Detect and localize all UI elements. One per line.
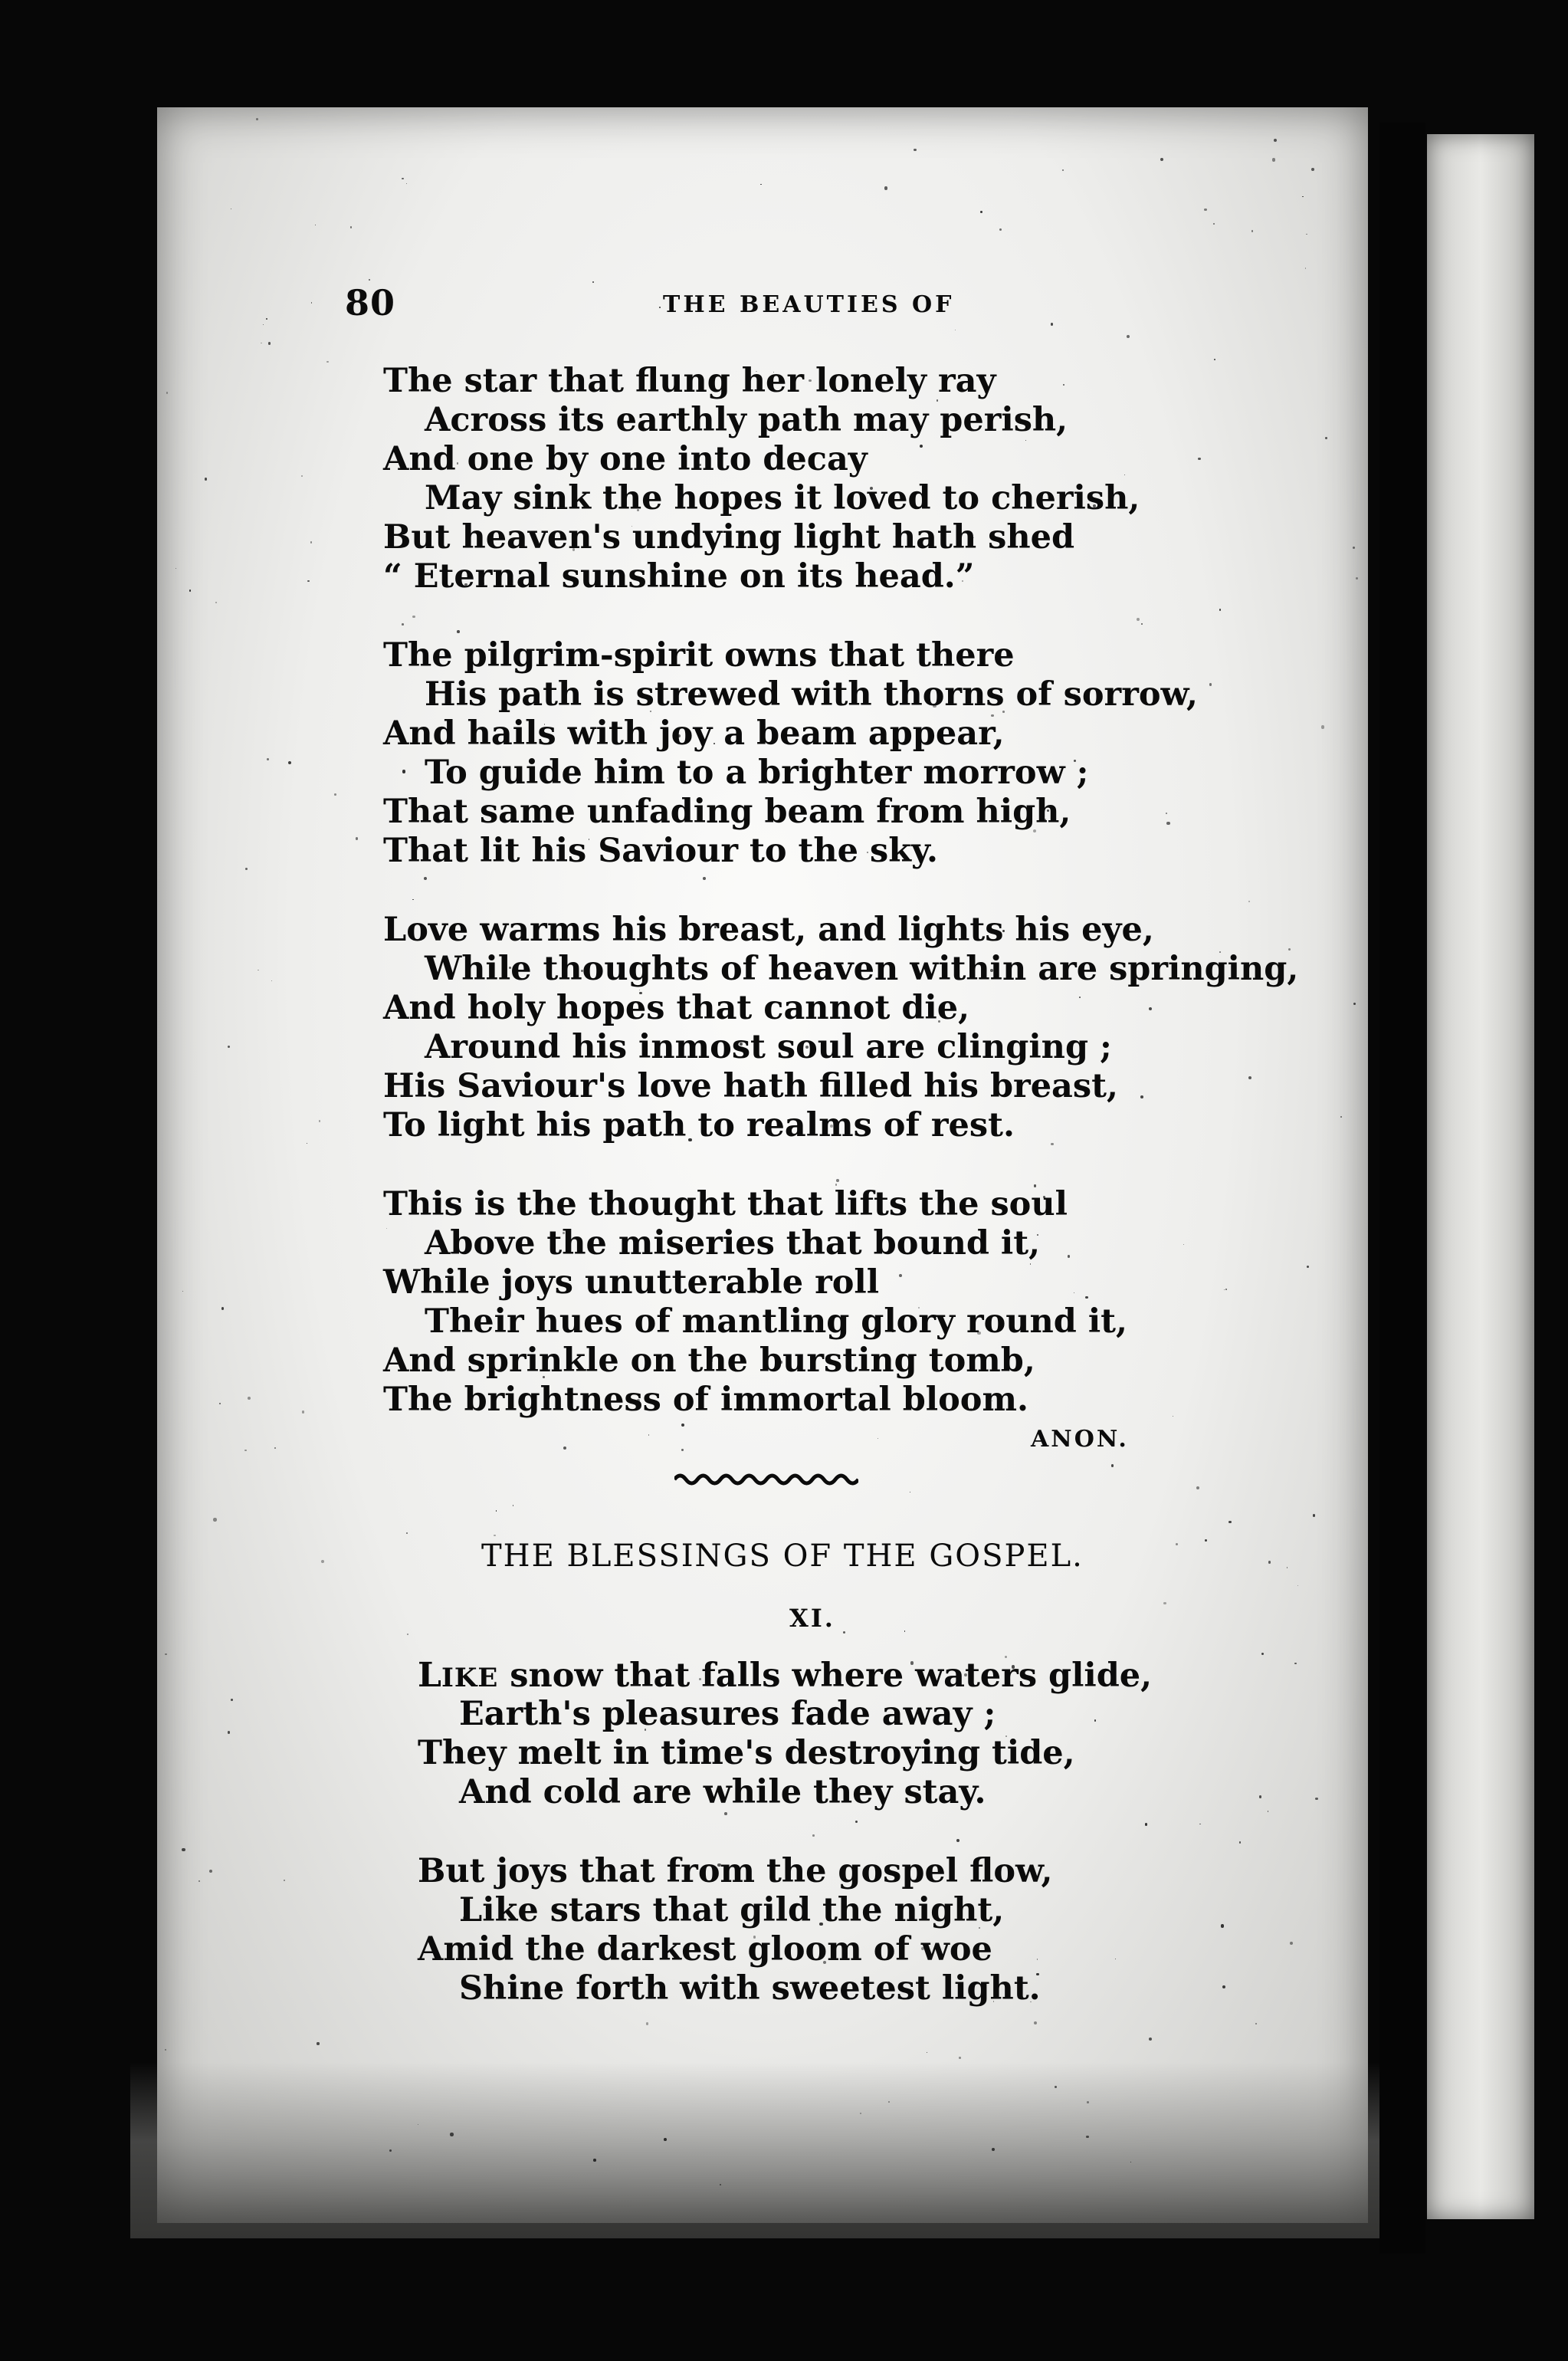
scan-speck — [1213, 223, 1215, 225]
scan-speck — [267, 758, 269, 760]
verse-line: This is the thought that lifts the soul — [383, 1185, 1068, 1223]
stanza — [383, 911, 1303, 1145]
drop-word-small-caps: IKE — [441, 1663, 499, 1693]
verse-line: Across its earthly path may perish, — [425, 401, 1068, 439]
scan-speck — [1321, 725, 1324, 728]
poem-first — [383, 362, 1303, 1460]
verse-line: And one by one into decay — [383, 440, 868, 478]
scan-speck — [258, 970, 259, 971]
scan-speck — [450, 2133, 453, 2136]
verse-line-rest: snow that falls where waters glide, — [498, 1657, 1153, 1695]
verse-line: Around his inmost soul are clinging ; — [425, 1028, 1112, 1066]
verse-line: To light his path to realms of rest. — [383, 1106, 1015, 1144]
verse-line: The pilgrim-spirit owns that there — [383, 636, 1015, 675]
scan-speck — [1307, 1266, 1309, 1268]
scan-speck — [1302, 196, 1303, 197]
facing-page-edge — [1427, 134, 1534, 2219]
scan-speck — [664, 2138, 667, 2141]
scan-speck — [1111, 1464, 1114, 1466]
scan-speck — [302, 1410, 305, 1414]
scan-speck — [228, 1731, 230, 1733]
scan-speck — [494, 1535, 496, 1537]
scan-speck — [402, 178, 404, 180]
scan-speck — [245, 868, 248, 870]
scan-speck — [231, 1699, 232, 1700]
poem-attribution: ANON. — [1031, 1426, 1129, 1453]
verse-line: While joys unutterable roll — [383, 1263, 880, 1302]
scan-speck — [1340, 1116, 1342, 1118]
scan-speck — [1055, 2086, 1057, 2088]
scan-speck — [888, 2101, 890, 2103]
verse-line: His path is strewed with thorns of sorrow, — [425, 675, 1199, 714]
verse-line — [418, 1656, 1299, 1695]
scan-speck — [266, 318, 267, 320]
stanza — [383, 1185, 1303, 1420]
wavy-divider — [674, 1468, 858, 1491]
scan-speck — [1313, 1514, 1316, 1517]
verse-line: But heaven's undying light hath shed — [383, 518, 1075, 557]
scan-speck — [980, 211, 982, 213]
scan-speck — [301, 475, 303, 477]
scan-speck — [311, 302, 312, 303]
verse-line: Above the miseries that bound it, — [425, 1224, 1041, 1263]
scan-speck — [248, 1397, 251, 1400]
scan-speck — [317, 2042, 319, 2044]
verse-line: That lit his Saviour to the sky. — [383, 832, 939, 870]
scan-speck — [760, 184, 761, 185]
scan-speck — [213, 1518, 216, 1521]
scan-speck — [215, 602, 217, 603]
verse-line: Love warms his breast, and lights his eye, — [383, 911, 1154, 949]
verse-line: Amid the darkest gloom of woe — [418, 1930, 992, 1969]
scan-speck — [268, 342, 271, 345]
section-title: THE BLESSINGS OF THE GOSPEL. — [481, 1538, 1084, 1574]
verse-line: And sprinkle on the bursting tomb, — [383, 1341, 1035, 1380]
verse-line: And cold are while they stay. — [459, 1773, 986, 1811]
verse-line: While thoughts of heaven within are springing, — [425, 950, 1299, 988]
scan-speck — [1251, 230, 1253, 232]
book-gutter — [1379, 123, 1425, 2254]
running-head — [345, 282, 1219, 336]
verse-line: His Saviour's love hath filled his breast, — [383, 1067, 1118, 1105]
scan-speck — [1176, 1543, 1178, 1545]
verse-line: To guide him to a brighter morrow ; — [425, 754, 1089, 792]
scan-speck — [310, 541, 313, 543]
verse-line: And hails with joy a beam appear, — [383, 714, 1005, 753]
scan-speck — [959, 2057, 961, 2059]
poem-second — [418, 1656, 1299, 2048]
verse-line: May sink the hopes it loved to cherish, — [425, 479, 1140, 517]
verse-line: The star that flung her lonely ray — [383, 362, 996, 400]
verse-line: Earth's pleasures fade away ; — [459, 1695, 996, 1733]
verse-line: They melt in time's destroying tide, — [418, 1734, 1075, 1772]
scan-speck — [1311, 168, 1314, 171]
stanza — [383, 362, 1303, 596]
scan-speck — [1272, 158, 1275, 161]
scan-speck — [228, 1046, 230, 1048]
scan-speck — [1306, 234, 1307, 235]
scan-speck — [593, 2159, 596, 2162]
scan-speck — [219, 1403, 221, 1404]
verse-line: But joys that from the gospel flow, — [418, 1852, 1053, 1890]
scan-speck — [1205, 1539, 1207, 1542]
stanza — [383, 636, 1303, 871]
scan-speck — [1214, 359, 1215, 360]
scan-noise-band — [130, 2062, 1379, 2238]
scan-speck — [326, 361, 328, 363]
page-number: 80 — [345, 282, 396, 323]
scan-speck — [1315, 1798, 1317, 1800]
scan-speck — [182, 1848, 185, 1851]
scan-speck — [334, 793, 336, 796]
scan-speck — [165, 2049, 166, 2051]
stanza — [418, 1852, 1299, 2008]
verse-line: The brightness of immortal bloom. — [383, 1381, 1028, 1419]
drop-word-capital: L — [418, 1656, 441, 1695]
scan-speck — [198, 1880, 199, 1881]
running-head-title: THE BEAUTIES OF — [663, 291, 955, 318]
verse-line: Shine forth with sweetest light. — [459, 1969, 1041, 2008]
verse-line: Their hues of mantling glory round it, — [425, 1302, 1128, 1341]
scan-speck — [1228, 1521, 1231, 1523]
stanza — [418, 1656, 1299, 1812]
verse-line: And holy hopes that cannot die, — [383, 989, 970, 1027]
scan-speck — [321, 1560, 324, 1563]
scan-speck — [369, 279, 370, 281]
scan-speck — [904, 1630, 906, 1632]
verse-line: “ Eternal sunshine on its head.” — [383, 557, 975, 596]
verse-line: Like stars that gild the night, — [459, 1891, 1005, 1929]
section-number: XI. — [789, 1604, 835, 1633]
scan-speck — [992, 2148, 995, 2151]
verse-line: That same unfading beam from high, — [383, 793, 1071, 831]
